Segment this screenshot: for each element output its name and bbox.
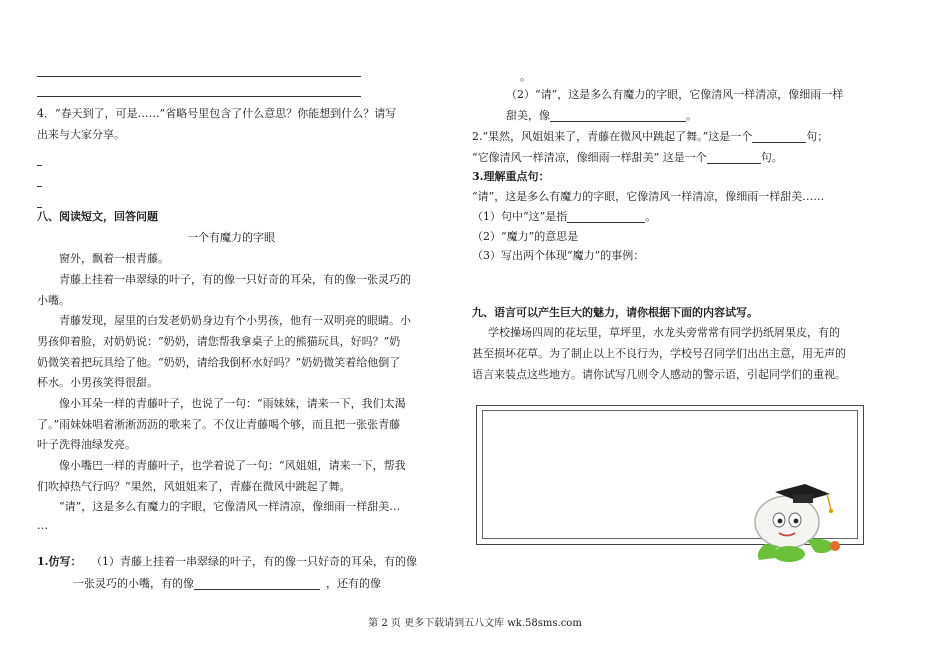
story-paragraph: 们吹掉热气行吗？”果然，风姐姐来了，青藤在微风中跳起了舞。 — [37, 480, 351, 493]
story-paragraph: 像小嘴巴一样的青藤叶子，也学着说了一句：“风姐姐，请来一下，帮我 — [59, 459, 406, 472]
question-3-part-3: （3）写出两个体现“魔力”的事例： — [472, 249, 645, 262]
question-1-part-2: 甜美，像 — [506, 109, 550, 122]
story-paragraph: “请”，这是多么有魔力的字眼，它像清风一样清凉，像细雨一样甜美… — [59, 500, 401, 513]
story-paragraph: 奶微笑着把玩具给了他。“奶奶，请给我倒杯水好吗？”奶奶微笑着给他倒了 — [37, 356, 401, 369]
story-paragraph: 青藤发现，屋里的白发老奶奶身边有个小男孩，他有一双明亮的眼睛。小 — [59, 314, 411, 327]
fill-blank[interactable] — [752, 128, 806, 143]
section-9-title: 九、语言可以产生巨大的魅力，请你根据下面的内容试写。 — [472, 306, 758, 319]
section-9-paragraph: 甚至损坏花草。为了制止以上不良行为，学校号召同学们出出主意，用无声的 — [472, 347, 846, 360]
fill-blank[interactable] — [567, 208, 645, 223]
fill-blank[interactable] — [707, 149, 761, 164]
section-9-paragraph: 学校操场四周的花坛里，草坪里，水龙头旁常常有同学扔纸屑果皮，有的 — [488, 326, 840, 339]
sentence-end: 。 — [520, 70, 531, 83]
question-1-label: 1.仿写： — [37, 555, 82, 568]
section-8-title: 八、阅读短文，回答问题 — [37, 210, 158, 223]
answer-line[interactable] — [37, 96, 361, 97]
story-paragraph: 男孩仰着脸，对奶奶说：“奶奶，请您帮我拿桌子上的熊猫玩具，好吗？”奶 — [37, 335, 401, 348]
question-2-text: 2.“果然，风姐姐来了，青藤在微风中跳起了舞。”这是一个 — [472, 130, 753, 143]
question-2-text: 句。 — [760, 151, 783, 164]
story-paragraph: 叶子洗得油绿发亮。 — [37, 438, 136, 451]
fill-blank[interactable] — [550, 107, 686, 122]
story-paragraph: … — [37, 519, 48, 532]
question-2-text: 句； — [806, 130, 829, 143]
blank-dash[interactable] — [37, 173, 42, 194]
page-footer: 第 2 页 更多下载请到五八文库 wk.58sms.com — [368, 618, 582, 629]
question-1-text: ，还有的像 — [326, 577, 381, 590]
story-paragraph: 小嘴。 — [37, 294, 70, 307]
question-1-part-2: （2）“请”，这是多么有魔力的字眼，它像清风一样清凉，像细雨一样 — [506, 88, 844, 101]
question-2-text: “它像清风一样清凉，像细雨一样甜美” 这是一个 — [472, 151, 707, 164]
answer-line[interactable] — [37, 76, 361, 77]
section-9-paragraph: 语言来装点这些地方。请你试写几则令人感动的警示语，引起同学们的重视。 — [472, 368, 846, 381]
story-paragraph: 像小耳朵一样的青藤叶子，也说了一句：“雨妹妹，请来一下，我们太渴 — [59, 397, 406, 410]
question-3-part-2: （2）“魔力”的意思是 — [472, 230, 579, 243]
sentence-end: 。 — [686, 109, 697, 122]
question-3-quote: “请”，这是多么有魔力的字眼，它像清风一样清凉，像细雨一样甜美…… — [472, 190, 825, 203]
story-paragraph: 了。”雨妹妹唱着淅淅沥沥的歌来了。不仅让青藤喝个够，而且把一张张青藤 — [37, 418, 401, 431]
question-1-text: 一张灵巧的小嘴，有的像 — [73, 577, 194, 590]
question-4-text: 出来与大家分享。 — [37, 128, 125, 141]
story-paragraph: 杯水。小男孩笑得很甜。 — [37, 376, 158, 389]
sentence-end: 。 — [645, 210, 657, 223]
fill-blank[interactable] — [194, 575, 320, 590]
graduate-mascot-icon — [735, 474, 850, 564]
question-4-text: 4．“春天到了，可是……”省略号里包含了什么意思？你能想到什么？请写 — [37, 107, 397, 120]
question-1-text: （1）青藤上挂着一串翠绿的叶子，有的像一只好奇的耳朵，有的像 — [90, 555, 417, 568]
question-3-part-1: （1）句中“这”是指 — [472, 210, 568, 223]
story-paragraph: 青藤上挂着一串翠绿的叶子，有的像一只好奇的耳朵，有的像一张灵巧的 — [59, 273, 411, 286]
question-3-title: 3.理解重点句： — [472, 170, 550, 183]
blank-dash[interactable] — [37, 152, 42, 173]
story-title: 一个有魔力的字眼 — [187, 231, 275, 244]
story-paragraph: 窗外，飘着一根青藤。 — [59, 252, 169, 265]
